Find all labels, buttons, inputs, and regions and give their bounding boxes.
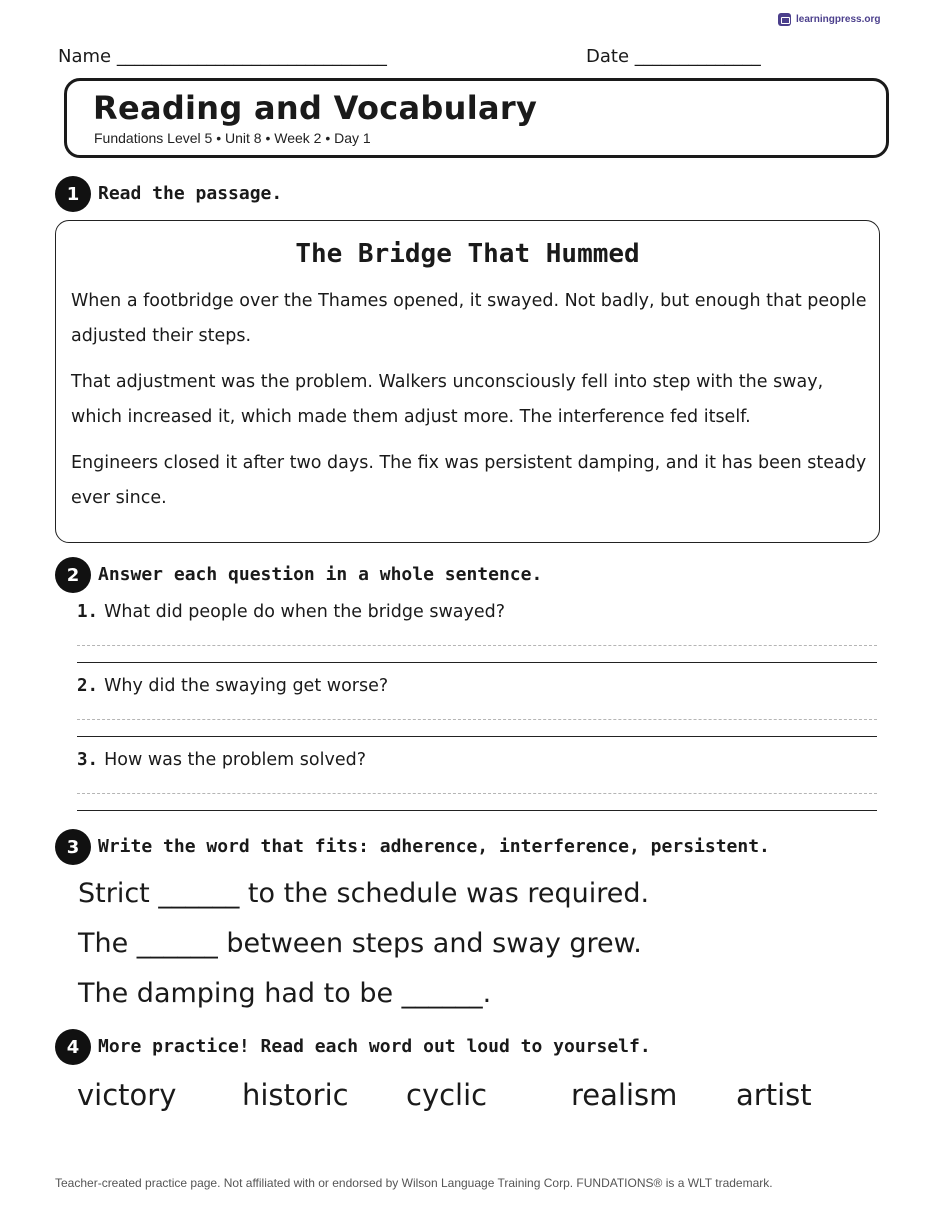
page-subtitle: Fundations Level 5 • Unit 8 • Week 2 • Day 1 (94, 130, 371, 146)
section-instruction-1: Read the passage. (98, 183, 283, 204)
practice-word: cyclic (406, 1078, 488, 1112)
passage-paragraph: When a footbridge over the Thames opened, it swayed. Not badly, but enough that people adjusted their steps. (71, 291, 867, 346)
question-number: 2. (77, 676, 99, 696)
section-number-1: 1 (55, 176, 91, 212)
section-number-2: 2 (55, 557, 91, 593)
section-instruction-4: More practice! Read each word out loud to yourself. (98, 1036, 651, 1057)
answer-line-3[interactable] (77, 810, 877, 811)
passage-box (55, 220, 880, 543)
title-box (64, 78, 889, 158)
question-number: 3. (77, 750, 99, 770)
answer-guide-line (77, 719, 877, 720)
practice-word: realism (571, 1078, 678, 1112)
practice-word: historic (242, 1078, 349, 1112)
fill-in-sentence-2: The ______ between steps and sway grew. (78, 928, 642, 959)
brand-text: learningpress.org (796, 14, 881, 25)
brand (778, 13, 880, 26)
footer-disclaimer: Teacher-created practice page. Not affiliated with or endorsed by Wilson Language Training Corp. FUNDATIONS® is a WLT trademark. (55, 1176, 773, 1190)
answer-guide-line (77, 793, 877, 794)
date-line: Date ______________ (586, 46, 761, 67)
answer-guide-line (77, 645, 877, 646)
question-number: 1. (77, 602, 99, 622)
section-instruction-3: Write the word that fits: adherence, interference, persistent. (98, 836, 770, 857)
passage-paragraph: That adjustment was the problem. Walkers unconsciously fell into step with the sway, which increased it, which made them adjust more. The interference fed itself. (71, 372, 824, 427)
practice-word: artist (736, 1078, 812, 1112)
passage-paragraph: Engineers closed it after two days. The fix was persistent damping, and it has been steady ever since. (71, 453, 867, 508)
passage-text (71, 284, 871, 527)
name-line: Name ______________________________ (58, 46, 387, 67)
question-3 (77, 750, 366, 770)
passage-title: The Bridge That Hummed (295, 239, 640, 269)
question-1 (77, 602, 505, 622)
question-2 (77, 676, 388, 696)
section-instruction-2: Answer each question in a whole sentence. (98, 564, 543, 585)
section-number-4: 4 (55, 1029, 91, 1065)
practice-word: victory (77, 1078, 177, 1112)
answer-line-1[interactable] (77, 662, 877, 663)
page-title: Reading and Vocabulary (93, 89, 538, 127)
answer-line-2[interactable] (77, 736, 877, 737)
question-text: What did people do when the bridge swayed? (104, 602, 506, 622)
section-number-3: 3 (55, 829, 91, 865)
question-text: Why did the swaying get worse? (104, 676, 389, 696)
question-text: How was the problem solved? (104, 750, 366, 770)
fill-in-sentence-1: Strict ______ to the schedule was required. (78, 878, 650, 909)
fill-in-sentence-3: The damping had to be ______. (78, 978, 492, 1009)
book-icon (778, 13, 791, 26)
